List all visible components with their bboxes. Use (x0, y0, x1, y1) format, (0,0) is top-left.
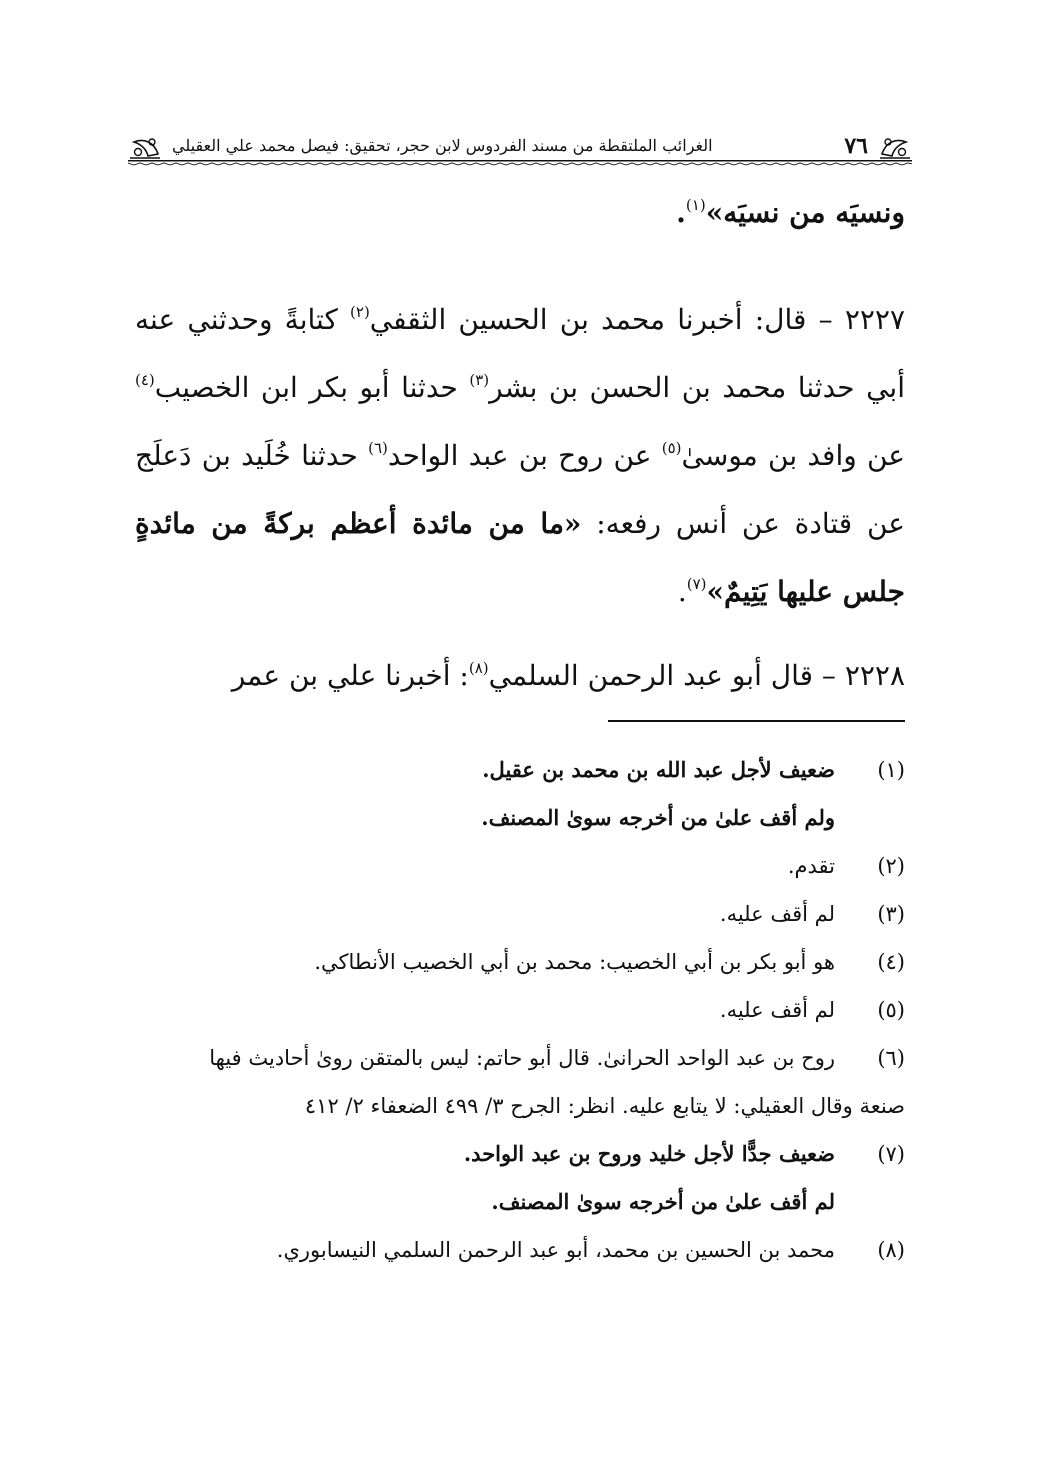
footnote-8 (135, 1226, 905, 1274)
footnote-number: (٤) (877, 950, 905, 974)
text-run: كتابةً وحدثني عنه أبي حدثنا محمد بن الحسن بن بشر (135, 303, 905, 404)
footnote-line: محمد بن الحسين بن محمد، أبو عبد الرحمن السلمي النيسابوري. (276, 1238, 835, 1262)
running-title: الغرائب الملتقطة من مسند الفردوس لابن حجر، تحقيق: فيصل محمد علي العقيلي (172, 136, 713, 155)
footnote-line: لم أقف عليه. (719, 902, 835, 926)
decorative-rule (128, 160, 912, 166)
footnote-1 (135, 746, 905, 842)
footnote-number: (٦) (877, 1046, 905, 1070)
footnote-ref: (١) (685, 196, 706, 214)
footnote-2 (135, 842, 905, 890)
footnote-ref: (٣) (469, 371, 490, 389)
footnote-line: ولم أقف علىٰ من أخرجه سوىٰ المصنف. (481, 805, 835, 830)
footnote-number: (٥) (877, 998, 905, 1022)
paragraph-continuation (135, 188, 905, 238)
footnote-ref: (٤) (135, 371, 155, 389)
footnote-line: صنعة وقال العقيلي: لا يتابع عليه. انظر: الجرح ٣/ ٤٩٩ الضعفاء ٢/ ٤١٢ (304, 1094, 905, 1118)
footnote-6 (135, 1034, 905, 1130)
footnote-line: ضعيف لأجل عبد الله بن محمد بن عقيل. (482, 757, 835, 782)
footnote-ref: (٥) (661, 439, 682, 457)
hadith-text: «ما من مائدة أعظم بركةً من مائدةٍ جلس عليها يَتِيمٌ» (135, 507, 905, 608)
footnote-separator (608, 720, 905, 722)
floral-ornament-icon (128, 132, 162, 162)
hadith-paragraph-2227 (135, 286, 905, 626)
footnote-line: روح بن عبد الواحد الحرانىٰ. قال أبو حاتم: ليس بالمتقن روىٰ أحاديث فيها (209, 1046, 835, 1070)
footnote-number: (٧) (877, 1142, 905, 1166)
footnote-7 (135, 1130, 905, 1226)
footnote-line: تقدم. (787, 854, 835, 878)
floral-ornament-icon (878, 132, 912, 162)
text-run: : أخبرنا علي بن عمر (231, 659, 469, 692)
footnote-4 (135, 938, 905, 986)
footnote-number: (٢) (877, 854, 905, 878)
header-row (128, 132, 912, 158)
text-run: ونسيَه من نسيَه» (705, 196, 905, 229)
footnote-ref: (٨) (468, 659, 489, 677)
text-run: حدثنا خُلَيد بن دَعلَج عن قتادة عن أنس رفعه: (135, 439, 905, 540)
running-header (128, 126, 912, 166)
text-run: ٢٢٢٨ – قال أبو عبد الرحمن السلمي (488, 659, 905, 692)
text-run: . (676, 196, 686, 229)
footnote-ref: (٧) (686, 575, 707, 593)
text-run: حدثنا أبو بكر ابن الخصيب (154, 371, 470, 404)
text-run: . (677, 575, 687, 608)
footnote-line: هو أبو بكر بن أبي الخصيب: محمد بن أبي الخصيب الأنطاكي. (314, 950, 835, 974)
footnote-number: (٣) (877, 902, 905, 926)
footnote-line: لم أقف عليه. (719, 998, 835, 1022)
footnote-ref: (٢) (350, 303, 370, 321)
footnote-5 (135, 986, 905, 1034)
footnote-number: (١) (877, 758, 905, 782)
footnote-ref: (٦) (368, 439, 388, 457)
text-run: ٢٢٢٧ – قال: أخبرنا محمد بن الحسين الثقفي (369, 303, 905, 336)
footnote-line: ضعيف جدًّا لأجل خليد وروح بن عبد الواحد. (463, 1141, 835, 1166)
footnotes (135, 746, 905, 1274)
footnote-3 (135, 890, 905, 938)
hadith-paragraph-2228 (135, 648, 905, 704)
page-number: ٧٦ (844, 133, 868, 159)
text-run: عن وافد بن موسىٰ (681, 439, 906, 472)
text-run: عن روح بن عبد الواحد (387, 439, 662, 472)
footnote-line: لم أقف علىٰ من أخرجه سوىٰ المصنف. (491, 1189, 835, 1214)
footnote-number: (٨) (877, 1238, 905, 1262)
